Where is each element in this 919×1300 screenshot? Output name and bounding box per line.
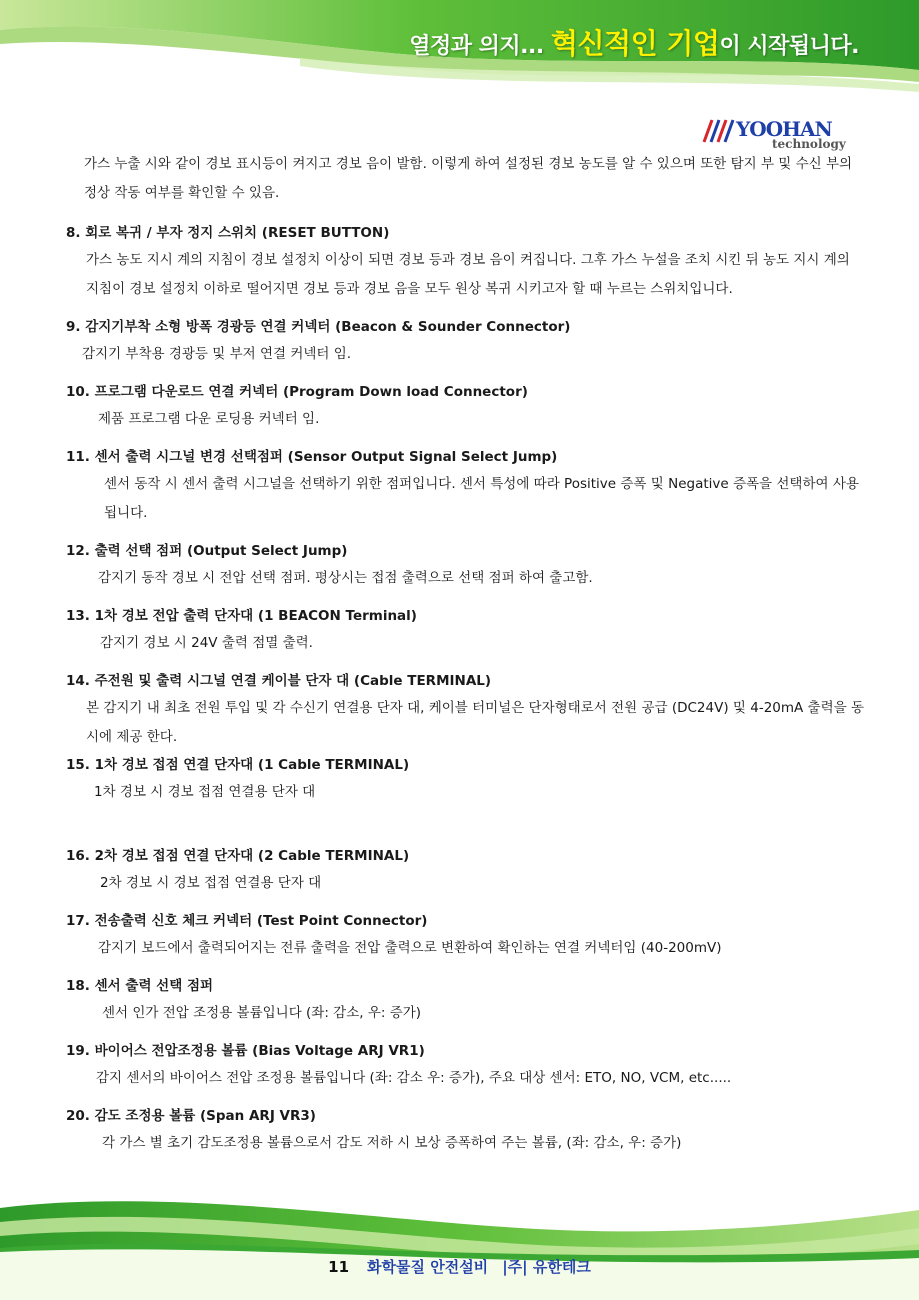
spec-item-12 xyxy=(66,538,866,593)
spec-item-14 xyxy=(66,668,866,752)
spec-item-body: 제품 프로그램 다운 로딩용 커넥터 임. xyxy=(98,411,320,427)
spec-item-body: 각 가스 별 초기 감도조정용 볼륨으로서 감도 저하 시 보상 증폭하여 주는 볼륨, (좌: 감소, 우: 증가) xyxy=(102,1135,682,1151)
spec-item-body: 감지기 동작 경보 시 전압 선택 점퍼. 평상시는 접점 출력으로 선택 점퍼 하여 출고함. xyxy=(98,570,593,586)
spec-item-20 xyxy=(66,1103,866,1158)
spec-item-18 xyxy=(66,973,866,1028)
header-slogan: 열정과 의지... 혁신적인 기업이 시작됩니다. xyxy=(409,27,859,60)
spec-item-title: 17. 전송출력 신호 체크 커넥터 (Test Point Connector) xyxy=(66,913,428,929)
spec-item-body: 센서 인가 전압 조정용 볼륨입니다 (좌: 감소, 우: 증가) xyxy=(102,1005,422,1021)
spec-item-11 xyxy=(66,444,866,528)
spec-item-title: 13. 1차 경보 전압 출력 단자대 (1 BEACON Terminal) xyxy=(66,608,417,624)
footer-category: 화학물질 안전설비 xyxy=(367,1258,489,1276)
spec-item-title: 16. 2차 경보 접점 연결 단자대 (2 Cable TERMINAL) xyxy=(66,848,410,864)
spec-item-8 xyxy=(66,220,866,304)
spec-item-title: 12. 출력 선택 점퍼 (Output Select Jump) xyxy=(66,543,348,559)
spec-item-title: 9. 감지기부착 소형 방폭 경광등 연결 커넥터 (Beacon & Sounder Connector) xyxy=(66,319,571,335)
page-number: 11 xyxy=(328,1258,350,1276)
spec-item-body: 가스 농도 지시 계의 지침이 경보 설정치 이상이 되면 경보 등과 경보 음이 켜집니다. 그후 가스 누설을 조치 시킨 뒤 농도 지시 계의 지침이 경보 설정치 이하로 떨어지면 경보 등과 경보 음을 모두 원상 복귀 시키고자 할 때 누르는 스위치입니다. xyxy=(86,252,850,297)
spec-item-body: 센서 동작 시 센서 출력 시그널을 선택하기 위한 점퍼입니다. 센서 특성에 따라 Positive 증폭 및 Negative 증폭을 선택하여 사용됩니다. xyxy=(104,476,859,521)
spec-item-title: 18. 센서 출력 선택 점퍼 xyxy=(66,978,214,994)
spec-item-body: 감지기 경보 시 24V 출력 점멸 출력. xyxy=(100,635,313,651)
spec-item-title: 15. 1차 경보 접점 연결 단자대 (1 Cable TERMINAL) xyxy=(66,757,410,773)
spec-item-title: 10. 프로그램 다운로드 연결 커넥터 (Program Down load Connector) xyxy=(66,384,528,400)
document-body xyxy=(66,150,866,1158)
spec-item-body: 감지기 부착용 경광등 및 부저 연결 커넥터 임. xyxy=(82,346,352,362)
spec-item-19 xyxy=(66,1038,866,1093)
company-logo xyxy=(700,112,860,152)
spec-item-title: 8. 회로 복귀 / 부자 정지 스위치 (RESET BUTTON) xyxy=(66,225,390,241)
footer xyxy=(0,1256,919,1277)
footer-banner xyxy=(0,1188,919,1300)
spec-item-9 xyxy=(66,314,866,369)
footer-brand: |주| 유한테크 xyxy=(502,1258,591,1276)
slogan-highlight: 혁신적인 기업 xyxy=(550,27,720,60)
spec-item-title: 11. 센서 출력 시그널 변경 선택점퍼 (Sensor Output Signal Select Jump) xyxy=(66,449,558,465)
intro-paragraph: 가스 누출 시와 같이 경보 표시등이 켜지고 경보 음이 발함. 이렇게 하여 설정된 경보 농도를 알 수 있으며 또한 탐지 부 및 수신 부의 정상 작동 여부를 확인할 수 있음. xyxy=(84,156,853,201)
spec-item-16 xyxy=(66,843,866,898)
spec-item-title: 20. 감도 조정용 볼륨 (Span ARJ VR3) xyxy=(66,1108,316,1124)
spec-item-body: 2차 경보 시 경보 접점 연결용 단자 대 xyxy=(100,875,322,891)
spec-item-17 xyxy=(66,908,866,963)
spec-item-body: 1차 경보 시 경보 접점 연결용 단자 대 xyxy=(94,784,316,800)
spec-item-body: 감지 센서의 바이어스 전압 조정용 볼륨입니다 (좌: 감소 우: 증가), 주요 대상 센서: ETO, NO, VCM, etc..... xyxy=(96,1070,732,1086)
spec-item-body: 본 감지기 내 최초 전원 투입 및 각 수신기 연결용 단자 대, 케이블 터미널은 단자형태로서 전원 공급 (DC24V) 및 4-20mA 출력을 동시에 제공 한다. xyxy=(86,700,865,745)
spec-item-10 xyxy=(66,379,866,434)
spec-item-13 xyxy=(66,603,866,658)
spec-item-title: 14. 주전원 및 출력 시그널 연결 케이블 단자 대 (Cable TERMINAL) xyxy=(66,673,492,689)
spec-item-body: 감지기 보드에서 출력되어지는 전류 출력을 전압 출력으로 변환하여 확인하는 연결 커넥터임 (40-200mV) xyxy=(98,940,722,956)
svg-text:technology: technology xyxy=(772,137,846,151)
logo-stripes-icon xyxy=(704,120,733,142)
svg-text:YOOHAN: YOOHAN xyxy=(736,117,832,141)
spec-item-15 xyxy=(66,752,866,807)
spec-item-title: 19. 바이어스 전압조정용 볼륨 (Bias Voltage ARJ VR1) xyxy=(66,1043,425,1059)
